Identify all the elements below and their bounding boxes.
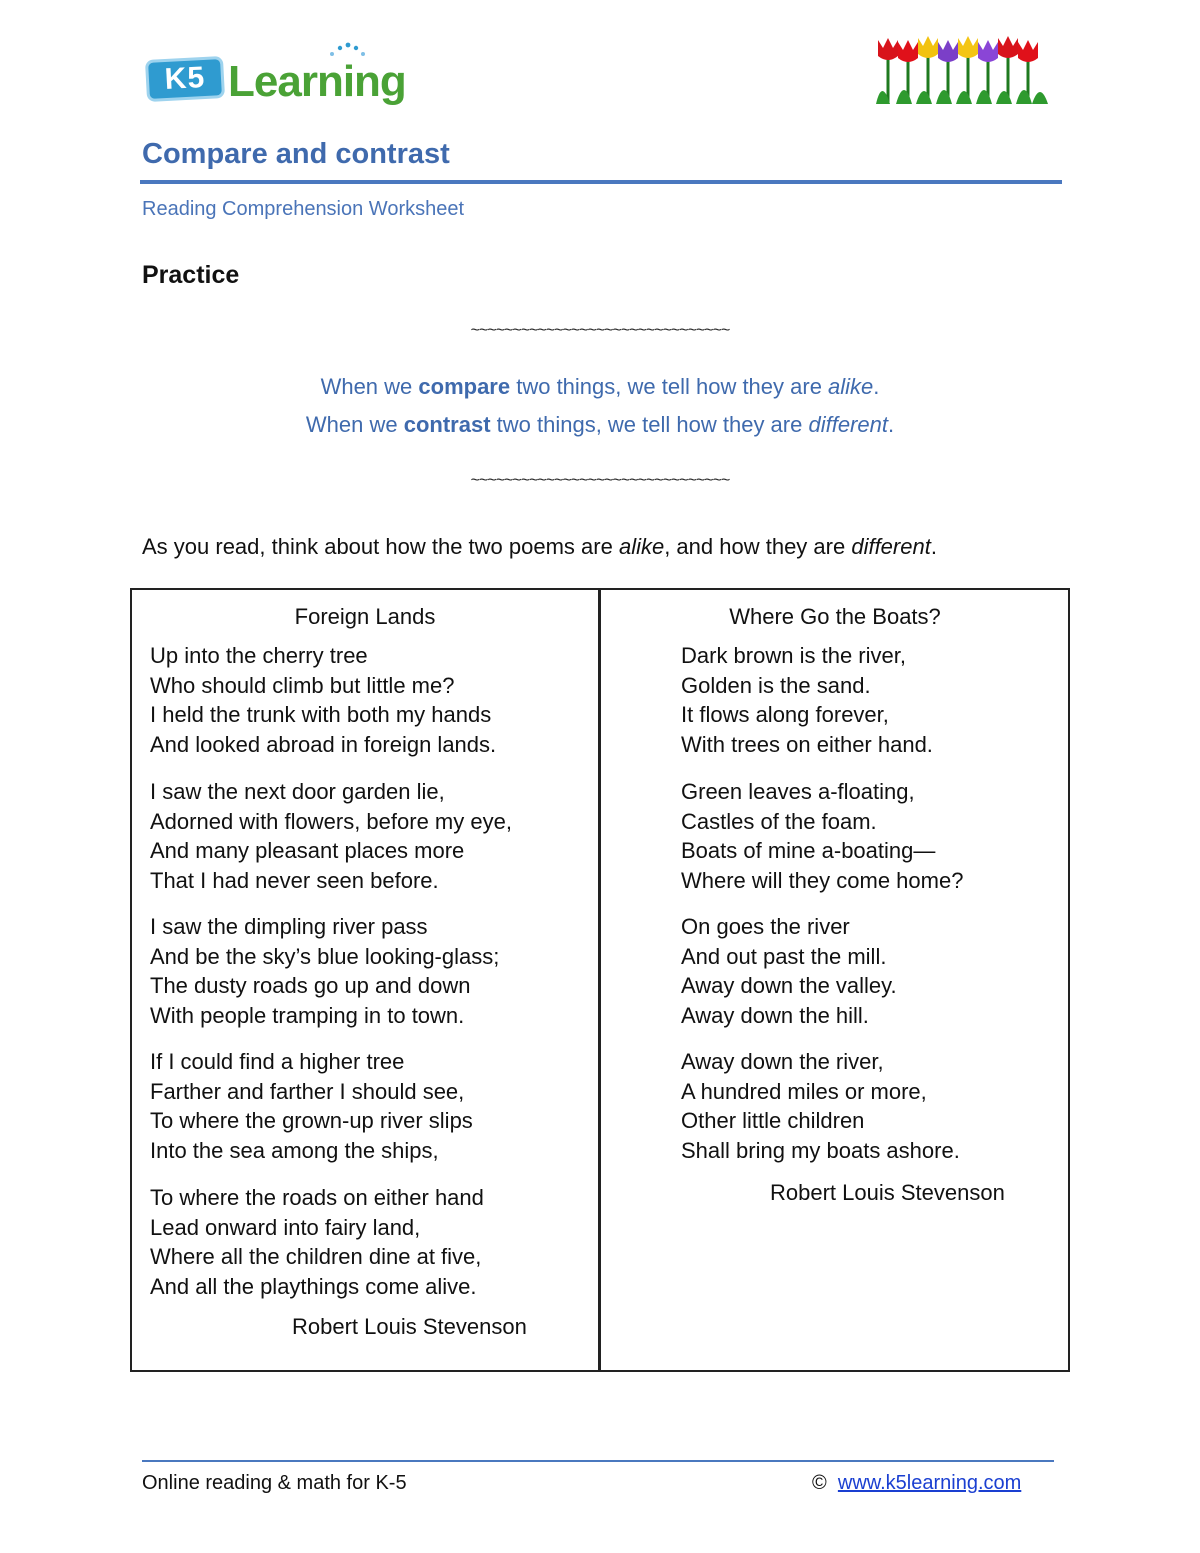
poem-line: And many pleasant places more xyxy=(150,838,465,863)
poem-line: I saw the dimpling river pass xyxy=(150,914,428,939)
poem-line: Into the sea among the ships, xyxy=(150,1137,439,1163)
poem-title-left: Foreign Lands xyxy=(294,604,436,629)
logo-wordmark: Learning xyxy=(228,57,406,106)
poem-line: I saw the next door garden lie, xyxy=(150,779,445,804)
poem-line: And looked abroad in foreign lands. xyxy=(150,731,497,757)
poem-line: To where the roads on either hand xyxy=(150,1185,484,1210)
poem-line: Farther and farther I should see, xyxy=(150,1078,465,1104)
tulips-decoration-icon xyxy=(872,30,1052,108)
poem-right-stanza-3 xyxy=(681,912,897,1030)
poem-line: Boats of mine a-boating— xyxy=(681,838,936,863)
footer-copyright xyxy=(812,1472,1021,1495)
poem-line: With trees on either hand. xyxy=(681,731,933,757)
poem-line: Away down the hill. xyxy=(681,1002,869,1028)
poem-line: Other little children xyxy=(681,1108,865,1133)
logo-stars-icon xyxy=(326,40,366,62)
poem-line: The dusty roads go up and down xyxy=(150,973,471,998)
poem-line: And all the playthings come alive. xyxy=(150,1273,477,1299)
copyright-icon: © xyxy=(812,1472,827,1494)
poem-line: And be the sky’s blue looking-glass; xyxy=(150,943,500,969)
poem-author-left: Robert Louis Stevenson xyxy=(292,1314,527,1339)
poem-line: Up into the cherry tree xyxy=(150,643,368,668)
title-divider xyxy=(140,180,1062,184)
poem-line: To where the grown-up river slips xyxy=(150,1108,473,1133)
poem-line: Away down the river, xyxy=(681,1049,884,1074)
poem-right-stanza-1 xyxy=(681,641,933,759)
poem-left-stanza-2 xyxy=(150,777,512,895)
poem-left-stanza-4 xyxy=(150,1047,473,1165)
poem-line: Where all the children dine at five, xyxy=(150,1244,482,1269)
separator-bottom: ~~~~~~~~~~~~~~~~~~~~~~~~~~~~~~~ xyxy=(470,472,730,489)
poem-line: I held the trunk with both my hands xyxy=(150,702,492,727)
poem-line: And out past the mill. xyxy=(681,943,887,969)
poem-line: Shall bring my boats ashore. xyxy=(681,1137,960,1163)
k5learning-link[interactable]: www.k5learning.com xyxy=(837,1472,1022,1494)
compare-definition: When we compare two things, we tell how they are alike. xyxy=(320,374,880,399)
poem-right-stanza-2 xyxy=(681,777,963,895)
page-subtitle: Reading Comprehension Worksheet xyxy=(142,198,465,220)
poem-title-right: Where Go the Boats? xyxy=(729,604,941,629)
poem-line: Where will they come home? xyxy=(681,867,964,893)
poem-author-right: Robert Louis Stevenson xyxy=(770,1180,1005,1205)
separator-top: ~~~~~~~~~~~~~~~~~~~~~~~~~~~~~~~ xyxy=(470,322,730,339)
poem-line: That I had never seen before. xyxy=(150,867,439,893)
poem-line: A hundred miles or more, xyxy=(681,1078,927,1104)
poem-line: Who should climb but little me? xyxy=(150,672,455,698)
footer-divider xyxy=(142,1460,1054,1462)
poem-line: Away down the valley. xyxy=(681,973,897,998)
poem-line: With people tramping in to town. xyxy=(150,1002,465,1028)
poem-line: Lead onward into fairy land, xyxy=(150,1214,421,1240)
poem-left-stanza-5 xyxy=(150,1183,484,1301)
reading-instruction: As you read, think about how the two poems are alike, and how they are different. xyxy=(142,534,937,559)
logo-badge: K5 xyxy=(145,56,225,102)
poem-left-stanza-3 xyxy=(150,912,499,1030)
poem-line: Dark brown is the river, xyxy=(681,643,906,668)
page-title: Compare and contrast xyxy=(142,138,450,170)
poem-line: It flows along forever, xyxy=(681,702,889,727)
contrast-definition: When we contrast two things, we tell how they are different. xyxy=(305,412,895,437)
poem-table-divider xyxy=(598,588,601,1372)
poem-line: Golden is the sand. xyxy=(681,672,871,698)
section-heading: Practice xyxy=(142,261,240,289)
poem-right-stanza-4 xyxy=(681,1047,960,1165)
k5-learning-logo xyxy=(146,40,406,112)
poem-line: If I could find a higher tree xyxy=(150,1049,405,1074)
poem-line: On goes the river xyxy=(681,914,850,939)
footer-tagline: Online reading & math for K-5 xyxy=(142,1472,407,1494)
poem-line: Castles of the foam. xyxy=(681,808,877,834)
poem-line: Adorned with flowers, before my eye, xyxy=(150,808,512,834)
poem-left-stanza-1 xyxy=(150,641,496,759)
poem-line: Green leaves a-floating, xyxy=(681,779,915,804)
